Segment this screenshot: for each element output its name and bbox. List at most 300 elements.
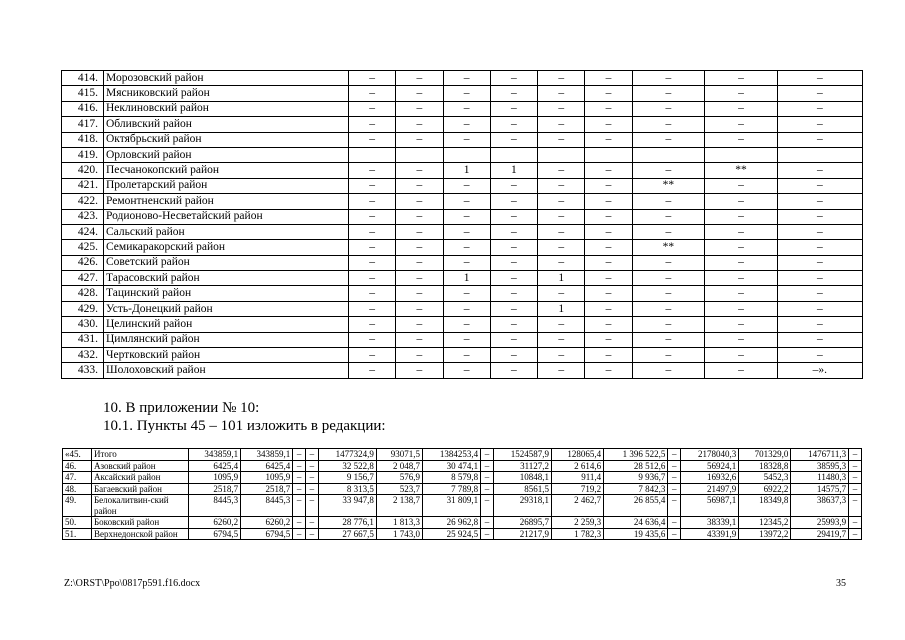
district-name: Верхнедонской район	[92, 528, 189, 540]
table-cell: –	[443, 101, 490, 116]
district-name: Октябрьский район	[104, 132, 349, 147]
table-cell: 28 776,1	[318, 517, 376, 529]
table-row	[62, 271, 863, 286]
table-cell: –	[777, 348, 862, 363]
table-row	[63, 472, 862, 484]
table-cell: –	[705, 117, 778, 132]
row-number: 431.	[62, 332, 104, 347]
table-cell: 8445,3	[241, 495, 293, 517]
row-number: 421.	[62, 178, 104, 193]
table-cell: –	[538, 209, 585, 224]
table-cell: –	[305, 460, 318, 472]
district-name: Тарасовский район	[104, 271, 349, 286]
district-name: Усть-Донецкий район	[104, 301, 349, 316]
table-row	[62, 178, 863, 193]
table-cell	[490, 147, 537, 162]
table-cell: –	[668, 449, 681, 461]
table-cell: –	[705, 240, 778, 255]
table-cell: –	[777, 209, 862, 224]
table-cell: 6794,5	[241, 528, 293, 540]
table-cell: –	[481, 460, 494, 472]
table-cell: –	[538, 255, 585, 270]
table-row	[63, 495, 862, 517]
table-cell: –	[705, 317, 778, 332]
table-cell: 38595,3	[791, 460, 849, 472]
table-cell: –	[293, 472, 306, 484]
table-cell: –	[777, 86, 862, 101]
row-number: 419.	[62, 147, 104, 162]
table-cell: –	[396, 101, 443, 116]
table-cell: –	[849, 449, 862, 461]
table-cell: 1524587,9	[493, 449, 551, 461]
table-cell: –	[705, 286, 778, 301]
table-cell: 28 512,6	[604, 460, 668, 472]
table-cell: 7 789,8	[422, 483, 480, 495]
table-cell: –	[777, 194, 862, 209]
table-cell: –	[632, 101, 705, 116]
table-cell: –	[705, 86, 778, 101]
table-cell: –	[396, 163, 443, 178]
table-cell: –	[481, 517, 494, 529]
row-number: 418.	[62, 132, 104, 147]
table-cell: 576,9	[376, 472, 422, 484]
table-cell: –	[585, 286, 632, 301]
district-name: Итого	[92, 449, 189, 461]
table-cell: 2 614,6	[552, 460, 604, 472]
table-cell: 2 462,7	[552, 495, 604, 517]
table-cell: –	[349, 348, 396, 363]
table-cell: –	[777, 317, 862, 332]
table-cell: –	[490, 132, 537, 147]
row-number: 420.	[62, 163, 104, 178]
table-cell: –	[585, 178, 632, 193]
table-cell: –	[585, 301, 632, 316]
table-cell: 2 138,7	[376, 495, 422, 517]
table-cell: 6260,2	[241, 517, 293, 529]
table-cell: 5452,3	[739, 472, 791, 484]
table-cell: –	[632, 301, 705, 316]
table-cell: 18349,8	[739, 495, 791, 517]
table-cell: –	[705, 132, 778, 147]
table-cell: 56987,1	[681, 495, 739, 517]
table-cell: 21217,9	[493, 528, 551, 540]
table-cell: 8 313,5	[318, 483, 376, 495]
district-name: Багаевский район	[92, 483, 189, 495]
table-cell: 9 156,7	[318, 472, 376, 484]
row-number: 432.	[62, 348, 104, 363]
district-name: Песчанокопский район	[104, 163, 349, 178]
table-cell: –	[668, 472, 681, 484]
table-cell: –	[349, 194, 396, 209]
table-row	[62, 240, 863, 255]
table-cell: 6794,5	[189, 528, 241, 540]
table-row	[62, 101, 863, 116]
table-cell: –	[632, 255, 705, 270]
table-cell: 32 522,8	[318, 460, 376, 472]
table-cell: –	[349, 71, 396, 86]
table-cell: –	[538, 71, 585, 86]
table-cell: –	[305, 495, 318, 517]
table-cell: –	[293, 495, 306, 517]
table-cell: 1477324,9	[318, 449, 376, 461]
table-cell: –	[396, 348, 443, 363]
table-cell: –	[293, 517, 306, 529]
footer-file-path: Z:\ORST\Ppo\0817p591.f16.docx	[64, 578, 201, 589]
table-row	[62, 194, 863, 209]
table-cell: –	[305, 517, 318, 529]
table-row	[62, 317, 863, 332]
table-cell: 719,2	[552, 483, 604, 495]
table-cell: –	[443, 317, 490, 332]
table-cell: –	[538, 163, 585, 178]
table-cell: –	[705, 301, 778, 316]
table-cell: –	[777, 178, 862, 193]
table-cell: –	[490, 178, 537, 193]
table-cell: –	[481, 472, 494, 484]
table-cell: –	[490, 86, 537, 101]
table-cell: –	[632, 194, 705, 209]
row-number: 415.	[62, 86, 104, 101]
table-cell: 1	[443, 271, 490, 286]
table-cell: –	[585, 224, 632, 239]
table-cell: 38637,3	[791, 495, 849, 517]
row-number: 47.	[63, 472, 92, 484]
table-cell: –	[585, 132, 632, 147]
table-cell: –	[490, 71, 537, 86]
table-cell: 6425,4	[241, 460, 293, 472]
table-cell: –	[490, 271, 537, 286]
district-name: Цимлянский район	[104, 332, 349, 347]
table-cell: –	[538, 132, 585, 147]
table-cell: –	[538, 86, 585, 101]
table-cell: –	[777, 255, 862, 270]
table-cell: –	[849, 528, 862, 540]
table-cell: –	[849, 517, 862, 529]
table-cell: 56924,1	[681, 460, 739, 472]
table-cell: –	[585, 348, 632, 363]
table-cell: –	[849, 483, 862, 495]
row-number: 416.	[62, 101, 104, 116]
table-cell: 1095,9	[189, 472, 241, 484]
table-cell: –	[705, 224, 778, 239]
table-cell: –	[777, 101, 862, 116]
table-cell: –	[538, 286, 585, 301]
table-row	[62, 224, 863, 239]
table-cell: 26 855,4	[604, 495, 668, 517]
table-cell: –	[481, 528, 494, 540]
table-cell: –	[777, 332, 862, 347]
table-cell: 523,7	[376, 483, 422, 495]
table-cell: –	[632, 209, 705, 224]
table-cell: –	[705, 363, 778, 378]
table-cell: –	[443, 240, 490, 255]
table-cell: 8 579,8	[422, 472, 480, 484]
district-name: Обливский район	[104, 117, 349, 132]
table-cell: 33 947,8	[318, 495, 376, 517]
table-cell: –	[777, 117, 862, 132]
district-name: Чертковский район	[104, 348, 349, 363]
table-cell: –	[632, 317, 705, 332]
table-cell: 14575,7	[791, 483, 849, 495]
table-cell: 1	[538, 301, 585, 316]
table-cell: –	[632, 332, 705, 347]
table-cell: –	[349, 101, 396, 116]
row-number: 48.	[63, 483, 92, 495]
table-cell: –	[632, 271, 705, 286]
table-row	[63, 517, 862, 529]
table-cell: –	[777, 71, 862, 86]
table-cell: –	[490, 255, 537, 270]
table-cell: –	[490, 317, 537, 332]
table-cell: 7 842,3	[604, 483, 668, 495]
table-cell: –	[777, 240, 862, 255]
appendix-10-table	[62, 448, 862, 540]
table-cell: –	[349, 132, 396, 147]
table-cell: –	[396, 86, 443, 101]
table-cell: –	[705, 348, 778, 363]
table-cell: –	[705, 271, 778, 286]
table-cell: –	[705, 255, 778, 270]
table-cell: –	[481, 495, 494, 517]
table-cell	[396, 147, 443, 162]
table-cell: –	[585, 240, 632, 255]
table-cell: –	[705, 101, 778, 116]
table-cell: –	[396, 286, 443, 301]
table-cell: –	[705, 332, 778, 347]
table-cell: –	[490, 194, 537, 209]
row-number: 425.	[62, 240, 104, 255]
table-cell	[777, 147, 862, 162]
table-row	[62, 332, 863, 347]
table-cell: 6922,2	[739, 483, 791, 495]
table-row	[63, 483, 862, 495]
table-cell: 43391,9	[681, 528, 739, 540]
table-cell: –	[632, 224, 705, 239]
table-cell: –	[585, 194, 632, 209]
table-cell: –	[538, 348, 585, 363]
table-cell: –	[443, 209, 490, 224]
row-number: 417.	[62, 117, 104, 132]
table-cell: –	[585, 71, 632, 86]
table-cell: –	[396, 194, 443, 209]
table-row	[62, 255, 863, 270]
table-cell: 1095,9	[241, 472, 293, 484]
table-cell: –	[585, 117, 632, 132]
district-name: Мясниковский район	[104, 86, 349, 101]
table-cell: 18328,8	[739, 460, 791, 472]
district-name: Семикаракорский район	[104, 240, 349, 255]
table-cell: 25993,9	[791, 517, 849, 529]
table-cell: –	[705, 194, 778, 209]
table-cell: –	[443, 332, 490, 347]
table-cell: 19 435,6	[604, 528, 668, 540]
table-cell: 30 474,1	[422, 460, 480, 472]
table-cell: –	[443, 178, 490, 193]
table-cell	[538, 147, 585, 162]
row-number: 430.	[62, 317, 104, 332]
row-number: 423.	[62, 209, 104, 224]
table-cell: –	[777, 286, 862, 301]
table-cell: –	[396, 178, 443, 193]
district-name: Морозовский район	[104, 71, 349, 86]
table-cell: 29419,7	[791, 528, 849, 540]
table-cell: –	[632, 363, 705, 378]
table-cell: –	[293, 483, 306, 495]
districts-table-top	[61, 70, 863, 379]
table-cell: –	[538, 240, 585, 255]
table-row	[62, 301, 863, 316]
table-cell: 2178040,3	[681, 449, 739, 461]
table-cell: 8561,5	[493, 483, 551, 495]
table-row	[62, 286, 863, 301]
district-name: Белокалитвин-ский район	[92, 495, 189, 517]
table-row	[63, 460, 862, 472]
row-number: 426.	[62, 255, 104, 270]
table-cell: –	[443, 132, 490, 147]
table-cell: 343859,1	[241, 449, 293, 461]
table-cell: 29318,1	[493, 495, 551, 517]
table-cell: –	[632, 348, 705, 363]
table-cell: –	[777, 132, 862, 147]
table-cell: –	[490, 101, 537, 116]
table-cell: 2 259,3	[552, 517, 604, 529]
table-cell	[705, 147, 778, 162]
table-cell: –	[349, 117, 396, 132]
table-cell: 10848,1	[493, 472, 551, 484]
table-cell: –	[396, 363, 443, 378]
table-cell: –	[396, 224, 443, 239]
table-cell: –	[585, 86, 632, 101]
table-cell: –	[849, 460, 862, 472]
table-cell: 31127,2	[493, 460, 551, 472]
table-cell: 38339,1	[681, 517, 739, 529]
paragraph-appendix-10: 10. В приложении № 10:	[103, 400, 260, 416]
table-cell: –	[396, 132, 443, 147]
table-cell: –	[585, 317, 632, 332]
table-cell: –	[668, 528, 681, 540]
table-row	[62, 147, 863, 162]
table-cell: 1 782,3	[552, 528, 604, 540]
table-cell: –	[349, 163, 396, 178]
table-cell: –	[585, 271, 632, 286]
table-cell: –	[443, 363, 490, 378]
table-row	[62, 117, 863, 132]
table-cell: –	[849, 495, 862, 517]
table-cell: –	[632, 286, 705, 301]
table-cell: –	[349, 286, 396, 301]
table-cell: –	[349, 271, 396, 286]
table-cell: –	[396, 271, 443, 286]
table-cell: –	[396, 332, 443, 347]
table-cell: –	[396, 301, 443, 316]
table-cell: –	[490, 209, 537, 224]
table-cell: 1 743,0	[376, 528, 422, 540]
table-cell: –	[490, 286, 537, 301]
table-cell: 26 962,8	[422, 517, 480, 529]
table-cell: 2518,7	[241, 483, 293, 495]
table-cell: –	[305, 483, 318, 495]
table-cell: 6425,4	[189, 460, 241, 472]
row-number: 428.	[62, 286, 104, 301]
table-cell: –	[668, 483, 681, 495]
table-cell: –	[443, 348, 490, 363]
table-cell: 12345,2	[739, 517, 791, 529]
table-cell: 9 936,7	[604, 472, 668, 484]
district-name: Ремонтненский район	[104, 194, 349, 209]
table-cell: –	[481, 449, 494, 461]
table-cell: 6260,2	[189, 517, 241, 529]
row-number: 49.	[63, 495, 92, 517]
district-name: Сальский район	[104, 224, 349, 239]
row-number: 429.	[62, 301, 104, 316]
table-cell: –	[490, 332, 537, 347]
table-cell: –	[705, 71, 778, 86]
table-cell: –	[490, 240, 537, 255]
table-cell: 8445,3	[189, 495, 241, 517]
table-cell: –	[293, 460, 306, 472]
row-number: 422.	[62, 194, 104, 209]
table-cell: –	[349, 178, 396, 193]
table-cell: –	[349, 224, 396, 239]
table-cell: –	[349, 301, 396, 316]
table-cell: –	[668, 517, 681, 529]
table-cell: 13972,2	[739, 528, 791, 540]
district-name: Орловский район	[104, 147, 349, 162]
table-cell: –	[668, 460, 681, 472]
table-row	[62, 86, 863, 101]
district-name: Пролетарский район	[104, 178, 349, 193]
row-number: 51.	[63, 528, 92, 540]
table-cell: –	[443, 117, 490, 132]
table-cell: –	[585, 363, 632, 378]
table-cell: –	[349, 86, 396, 101]
table-cell: 16932,6	[681, 472, 739, 484]
table-row	[63, 528, 862, 540]
district-name: Целинский район	[104, 317, 349, 332]
table-cell: –	[396, 71, 443, 86]
table-cell: 701329,0	[739, 449, 791, 461]
table-cell: –	[443, 286, 490, 301]
table-cell: –	[490, 363, 537, 378]
district-name: Азовский район	[92, 460, 189, 472]
table-cell: –	[443, 71, 490, 86]
table-cell: 343859,1	[189, 449, 241, 461]
table-row	[62, 348, 863, 363]
row-number: 424.	[62, 224, 104, 239]
table-cell: –	[538, 332, 585, 347]
table-row	[62, 163, 863, 178]
table-cell: 1	[538, 271, 585, 286]
table-cell: –	[585, 255, 632, 270]
table-cell: **	[705, 163, 778, 178]
table-cell: **	[632, 240, 705, 255]
table-cell: –	[293, 449, 306, 461]
table-cell: –	[777, 224, 862, 239]
district-name: Аксайский район	[92, 472, 189, 484]
table-row	[62, 209, 863, 224]
table-cell: 128065,4	[552, 449, 604, 461]
table-cell: –	[396, 117, 443, 132]
table-cell: 26895,7	[493, 517, 551, 529]
table-cell: –	[849, 472, 862, 484]
table-cell: –	[490, 224, 537, 239]
table-cell: –	[490, 348, 537, 363]
page-number: 35	[836, 578, 846, 589]
table-cell: –	[585, 101, 632, 116]
table-cell: –	[349, 255, 396, 270]
district-name: Боковский район	[92, 517, 189, 529]
table-cell	[632, 147, 705, 162]
